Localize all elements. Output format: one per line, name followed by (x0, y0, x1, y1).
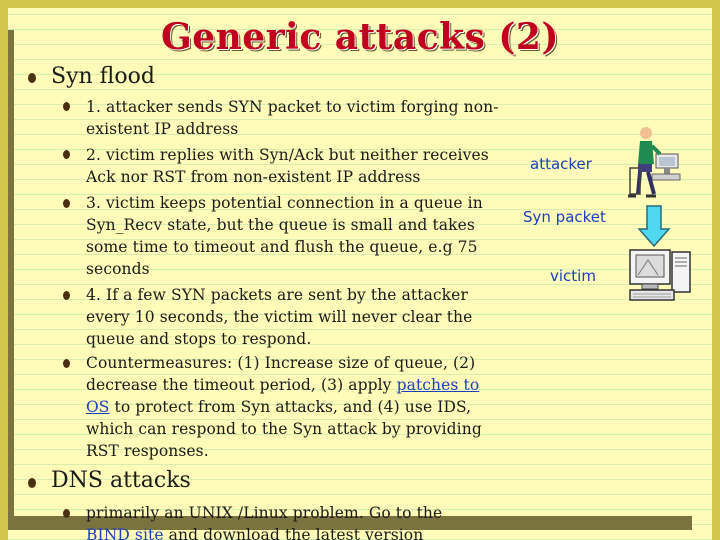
syn-item-4-line-1: 4. If a few SYN packets are sent by the attacker (86, 286, 468, 304)
computer-icon (628, 248, 692, 304)
frame-shadow-left (8, 30, 14, 530)
syn-item-4 (86, 284, 504, 350)
dns-item-line-2-text: and download the latest version (163, 526, 424, 540)
countermeasures-line-2 (86, 374, 504, 396)
dns-heading: DNS attacks (51, 468, 191, 493)
syn-item-4-line-2: every 10 seconds, the victim will never clear the (86, 308, 473, 326)
dns-item-line-1: primarily an UNIX /Linux problem. Go to the (86, 504, 443, 522)
countermeasures-line-3-text: to protect from Syn attacks, and (4) use IDS, (109, 398, 472, 416)
countermeasures-line-4: which can respond to the Syn attack by providing (86, 420, 482, 438)
bullet-icon (28, 478, 36, 488)
syn-item-2-line-2: Ack nor RST from non-existent IP address (86, 168, 421, 186)
syn-item-3-line-4: seconds (86, 260, 150, 278)
syn-item-4-line-3: queue and stops to respond. (86, 330, 312, 348)
patches-link-os[interactable]: OS (86, 398, 110, 416)
attacker-label: attacker (530, 155, 592, 173)
syn-item-1-line-2: existent IP address (86, 120, 239, 138)
syn-item-3-line-3: some time to timeout and flush the queue, e.g 75 (86, 238, 478, 256)
syn-item-1 (86, 96, 504, 140)
dns-item (86, 502, 526, 540)
patches-link[interactable]: patches to (396, 376, 480, 394)
bullet-icon (63, 291, 70, 300)
frame-right (712, 0, 720, 540)
syn-flood-heading: Syn flood (51, 64, 155, 89)
frame-top (0, 0, 720, 8)
syn-item-3 (86, 192, 504, 280)
countermeasures-line-5: RST responses. (86, 442, 209, 460)
countermeasures-line-1: Countermeasures: (1) Increase size of queue, (2) (86, 354, 476, 372)
bullet-icon (63, 150, 70, 159)
bullet-icon (28, 73, 36, 83)
person-at-computer-icon (626, 124, 682, 202)
bullet-icon (63, 509, 70, 518)
down-arrow-icon (637, 205, 671, 247)
syn-packet-label: Syn packet (523, 208, 606, 226)
countermeasures-line-2-text: decrease the timeout period, (3) apply (86, 376, 397, 394)
syn-item-3-line-2: Syn_Recv state, but the queue is small and takes (86, 216, 475, 234)
syn-item-2 (86, 144, 504, 188)
syn-item-2-line-1: 2. victim replies with Syn/Ack but neither receives (86, 146, 489, 164)
bullet-icon (63, 199, 70, 208)
dns-item-line-2 (86, 524, 526, 540)
countermeasures-line-3 (86, 396, 504, 418)
countermeasures-item (86, 352, 504, 462)
bullet-icon (63, 359, 70, 368)
bind-site-link[interactable]: BIND site (86, 526, 164, 540)
syn-item-3-line-1: 3. victim keeps potential connection in a queue in (86, 194, 483, 212)
slide-title: Generic attacks (2) (160, 16, 559, 58)
victim-label: victim (550, 267, 596, 285)
bullet-icon (63, 102, 70, 111)
syn-item-1-line-1: 1. attacker sends SYN packet to victim forging non- (86, 98, 499, 116)
frame-left (0, 0, 8, 540)
